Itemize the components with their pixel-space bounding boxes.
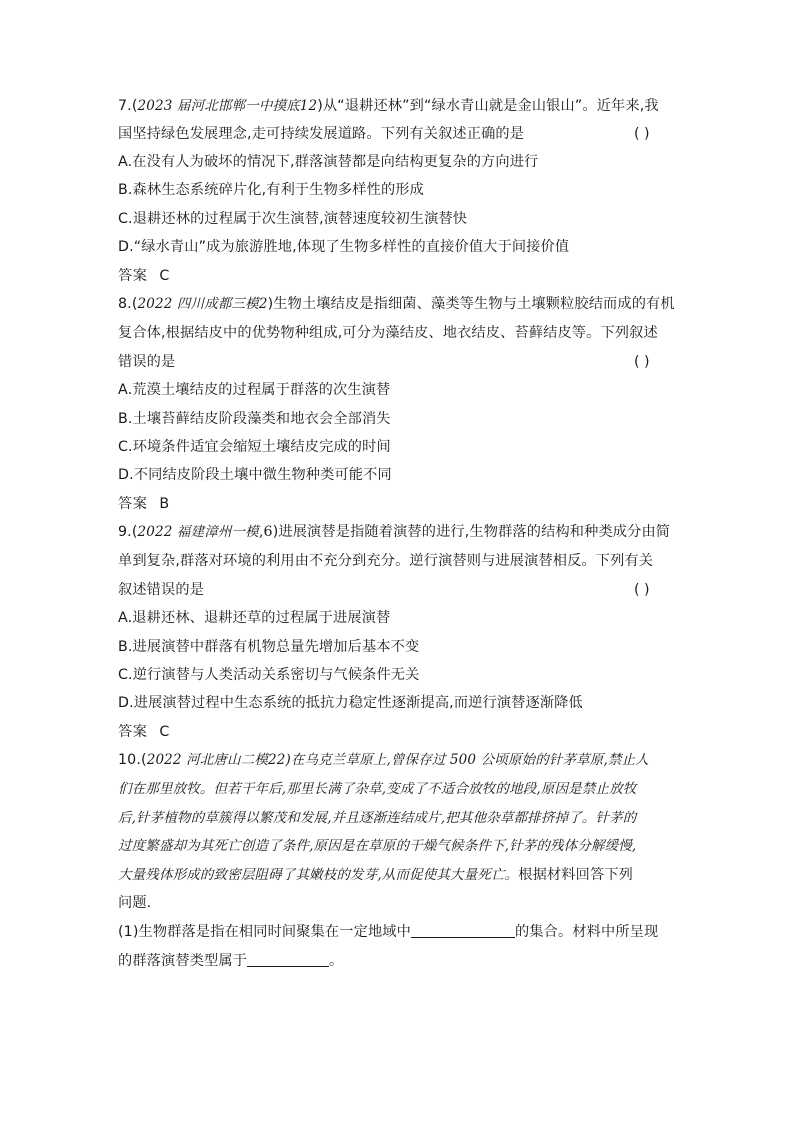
- q9-answer-value: C: [159, 724, 170, 740]
- q8-stem-line1: [118, 294, 678, 314]
- q9-stem-line1: [118, 522, 678, 542]
- q10-sub1-text-a: (1)生物群落是指在相同时间聚集在一定地域中: [118, 924, 411, 940]
- q8-number: 8.(: [118, 296, 138, 312]
- q8-answer-label: 答案: [118, 496, 148, 512]
- q8-answer-parentheses: ( ): [634, 354, 650, 370]
- q7-option-c: C.退耕还林的过程属于次生演替,演替速度较初生演替快: [118, 211, 468, 227]
- q9-answer-label: 答案: [118, 724, 148, 740]
- q9-answer: [118, 722, 678, 742]
- q10-source: 2022 河北唐山二模22: [146, 752, 286, 768]
- q10-sub1-line2: [118, 951, 678, 971]
- q9-stem-text: )进展演替是指随着演替的进行,生物群落的结构和种类成分由简: [272, 524, 671, 540]
- q9-option-d: D.进展演替过程中生态系统的抵抗力稳定性逐渐提高,而逆行演替逐渐降低: [118, 695, 583, 711]
- q8-answer-value: B: [159, 496, 170, 512]
- q9-option-b: B.进展演替中群落有机物总量先增加后基本不变: [118, 639, 420, 655]
- q8-stem-text: )生物土壤结皮是指细菌、藻类等生物与土壤颗粒胶结而成的有机: [267, 296, 675, 312]
- q7-option-a: A.在没有人为破坏的情况下,群落演替都是向结构更复杂的方向进行: [118, 154, 539, 170]
- q10-sub1-blank-1[interactable]: [411, 923, 515, 938]
- q7-option-b: B.森林生态系统碎片化,有利于生物多样性的形成: [118, 182, 424, 198]
- q10-sub1-blank-2[interactable]: [247, 952, 329, 967]
- q7-stem-text: )从“退耕还林”到“绿水青山就是金山银山”。近年来,我: [317, 98, 659, 114]
- q9-source-index: ,6: [258, 524, 273, 540]
- q8-option-d: D.不同结皮阶段土壤中微生物种类可能不同: [118, 467, 392, 483]
- q9-number: 9.(: [118, 524, 138, 540]
- q8-stem-line3: 错误的是: [118, 354, 176, 370]
- q9-source: 2022 福建漳州一模: [137, 524, 259, 540]
- q7-number: 7.(: [118, 98, 138, 114]
- q10-material-line4: 过度繁盛却为其死亡创造了条件,原因是在草原的干燥气候条件下,针茅的残体分解缓慢,: [118, 838, 637, 854]
- q9-stem-line3: 叙述错误的是: [118, 582, 205, 598]
- q10-material-text-1: )在乌克兰草原上,曾保存过 500 公顷原始的针茅草原,禁止人: [285, 752, 649, 768]
- q8-option-a: A.荒漠土壤结皮的过程属于群落的次生演替: [118, 382, 391, 398]
- q8-answer: [118, 494, 678, 514]
- q8-source: 2022 四川成都三模2: [137, 296, 268, 312]
- q10-sub1-text-d: 。: [329, 953, 344, 969]
- q9-option-a: A.退耕还林、退耕还草的过程属于进展演替: [118, 610, 391, 626]
- q7-answer-value: C: [159, 268, 170, 284]
- q8-stem-line2: 复合体,根据结皮中的优势物种组成,可分为藻结皮、地衣结皮、苔藓结皮等。下列叙述: [118, 325, 658, 341]
- q10-material-line3: 后,针茅植物的草簇得以繁茂和发展,并且逐渐连结成片,把其他杂草都排挤掉了。针茅的: [118, 810, 637, 826]
- q10-material-line1: [118, 750, 678, 770]
- q8-option-c: C.环境条件适宜会缩短土壤结皮完成的时间: [118, 439, 391, 455]
- q10-material-line2: 们在那里放牧。但若干年后,那里长满了杂草,变成了不适合放牧的地段,原因是禁止放牧: [118, 781, 637, 797]
- q9-stem-line2: 单到复杂,群落对环境的利用由不充分到充分。逆行演替则与进展演替相反。下列有关: [118, 553, 654, 569]
- q7-source: 2023 届河北邯郸一中摸底12: [137, 98, 318, 114]
- q10-material-text-5: 大量残体形成的致密层阻碍了其嫩枝的发芽,从而促使其大量死亡。: [118, 867, 519, 883]
- q7-option-d: D.“绿水青山”成为旅游胜地,体现了生物多样性的直接价值大于间接价值: [118, 239, 570, 255]
- q7-answer-parentheses: ( ): [634, 126, 650, 142]
- q10-sub1-text-c: 的群落演替类型属于: [118, 953, 248, 969]
- q7-answer-label: 答案: [118, 268, 148, 284]
- q7-stem-line2: 国坚持绿色发展理念,走可持续发展道路。下列有关叙述正确的是: [118, 126, 525, 142]
- q7-answer: [118, 266, 678, 286]
- q8-option-b: B.土壤苔藓结皮阶段藻类和地衣会全部消失: [118, 411, 391, 427]
- q10-instruction: 根据材料回答下列: [518, 867, 633, 883]
- q10-material-line5: [118, 865, 678, 885]
- q9-option-c: C.逆行演替与人类活动关系密切与气候条件无关: [118, 667, 420, 683]
- q10-sub1-line1: [118, 922, 678, 942]
- q9-answer-parentheses: ( ): [634, 582, 650, 598]
- q10-sub1-text-b: 的集合。材料中所呈现: [514, 924, 659, 940]
- q10-number: 10.(: [118, 752, 147, 768]
- q7-stem-line1: [118, 96, 678, 116]
- q10-instruction-line2: 问题.: [118, 895, 152, 911]
